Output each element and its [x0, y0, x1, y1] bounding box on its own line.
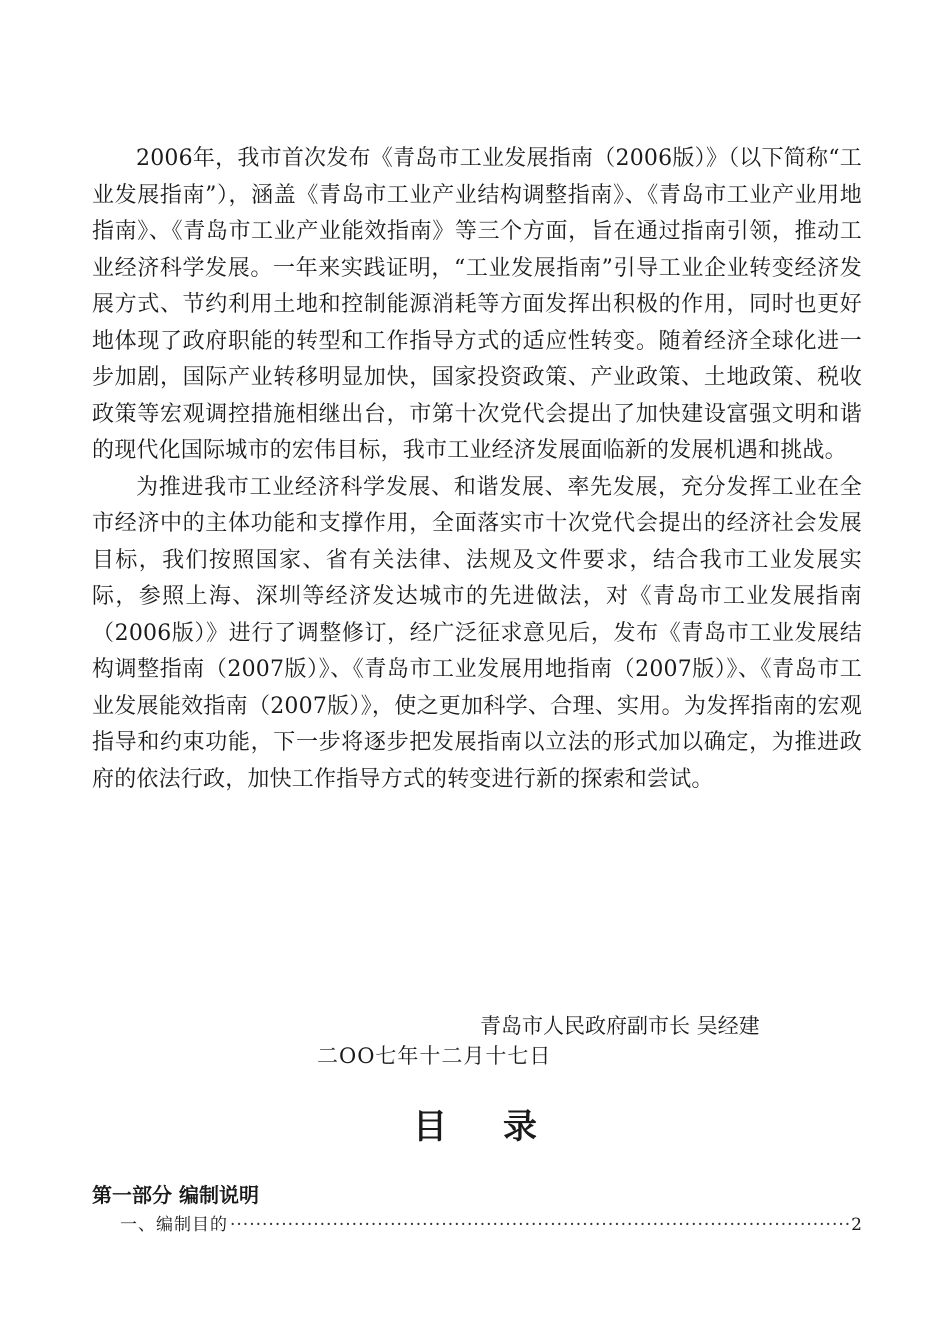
- preface-date: 二OO七年十二月十七日: [317, 1044, 552, 1068]
- toc-title: 目录: [413, 1107, 593, 1147]
- preface-body: [92, 141, 862, 798]
- toc-part-heading: 第一部分 编制说明: [92, 1183, 259, 1207]
- toc-entry-label: 一、编制目的: [120, 1215, 228, 1235]
- toc-entry[interactable]: [120, 1212, 862, 1238]
- toc-entry-page-number: 2: [851, 1215, 862, 1235]
- preface-paragraph-2: 为推进我市工业经济科学发展、和谐发展、率先发展，充分发挥工业在全市经济中的主体功能和支撑作用，全面落实市十次党代会提出的经济社会发展目标，我们按照国家、省有关法律、法规及文件要求，结合我市工业发展实际，参照上海、深圳等经济发达城市的先进做法，对《青岛市工业发展指南（2006版）》进行了调整修订，经广泛征求意见后，发布《青岛市工业发展结构调整指南（2007版）》、《青岛市工业发展用地指南（2007版）》、《青岛市工业发展能效指南（2007版）》，使之更加科学、合理、实用。为发挥指南的宏观指导和约束功能，下一步将逐步把发展指南以立法的形式加以确定，为推进政府的依法行政，加快工作指导方式的转变进行新的探索和尝试。: [92, 474, 862, 792]
- toc-dot-leader: [230, 1212, 849, 1238]
- preface-paragraph-1: 2006年，我市首次发布《青岛市工业发展指南（2006版）》（以下简称“工业发展指南”），涵盖《青岛市工业产业结构调整指南》、《青岛市工业产业用地指南》、《青岛市工业产业能效指南》等三个方面，旨在通过指南引领，推动工业经济科学发展。一年来实践证明，“工业发展指南”引导工业企业转变经济发展方式、节约利用土地和控制能源消耗等方面发挥出积极的作用，同时也更好地体现了政府职能的转型和工作指导方式的适应性转变。随着经济全球化进一步加剧，国际产业转移明显加快，国家投资政策、产业政策、土地政策、税收政策等宏观调控措施相继出台，市第十次党代会提出了加快建设富强文明和谐的现代化国际城市的宏伟目标，我市工业经济发展面临新的发展机遇和挑战。: [92, 146, 862, 463]
- preface-signature: 青岛市人民政府副市长 吴经建: [480, 1014, 760, 1038]
